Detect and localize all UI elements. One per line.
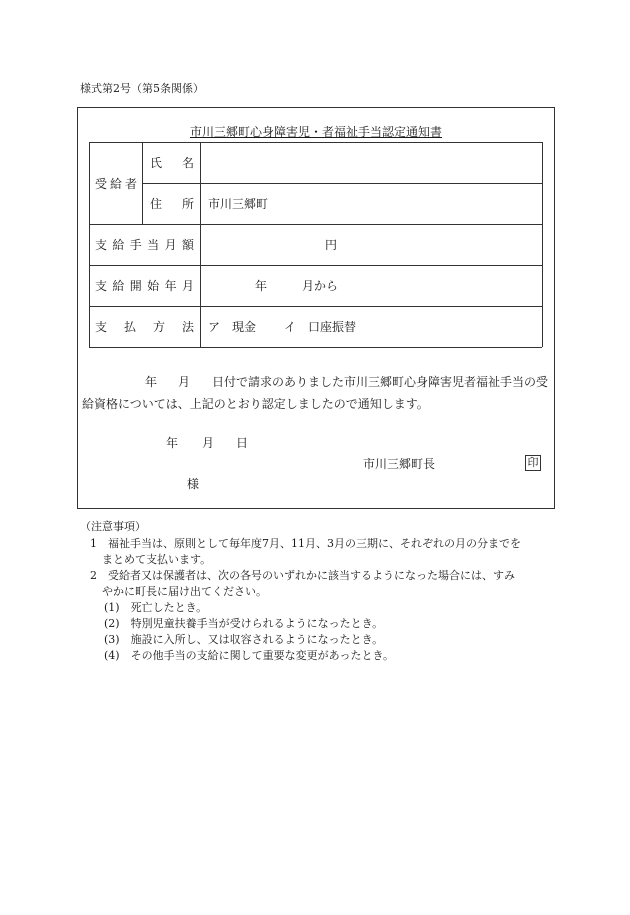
- method-cash: ア 現金: [208, 320, 257, 334]
- name-label: 氏 名: [150, 156, 194, 170]
- notice-sentence-line1: 日付で請求のありました市川三郷町心身障害児者福祉手当の受: [212, 375, 549, 389]
- amount-label: 支 給 手 当 月 額: [95, 238, 194, 252]
- start-label: 支 給 開 始 年 月: [95, 279, 194, 293]
- table-border-left: [89, 142, 90, 347]
- address-label: 住 所: [150, 197, 194, 211]
- note-item-2-line2: やかに町長に届け出てください。: [102, 585, 267, 598]
- table-line-label-divider: [200, 142, 201, 347]
- note-item-1-line1: 1 福祉手当は、原則として毎年度7月、11月、3月の三期に、それぞれの月の分までを: [90, 537, 521, 550]
- address-value: 市川三郷町: [208, 197, 269, 211]
- name-field[interactable]: [208, 156, 538, 170]
- note-sub-2: (2) 特別児童扶養手当が受けられるようになったとき。: [104, 617, 384, 630]
- amount-unit: 円: [325, 238, 338, 252]
- issue-date-year: 年: [166, 436, 179, 450]
- issue-date-month: 月: [202, 436, 215, 450]
- document-title: 市川三郷町心身障害児・者福祉手当認定通知書: [189, 125, 442, 139]
- request-date-month: 月: [178, 375, 191, 389]
- table-border-bottom: [89, 347, 542, 348]
- table-border-top: [89, 142, 542, 143]
- addressee-honorific: 様: [187, 477, 200, 491]
- request-date-year: 年: [145, 375, 158, 389]
- issue-date-day: 日: [236, 436, 249, 450]
- note-sub-4: (4) その他手当の支給に関して重要な変更があったとき。: [104, 649, 395, 662]
- table-line-amount-start: [89, 265, 542, 266]
- issuer-name: 市川三郷町長: [363, 457, 436, 471]
- table-line-name-address: [142, 183, 542, 184]
- table-line-recipient-divider: [142, 142, 143, 224]
- note-item-2-line1: 2 受給者又は保護者は、次の各号のいずれかに該当するようになった場合には、すみ: [90, 569, 515, 582]
- notes-heading: （注意事項）: [80, 520, 146, 533]
- note-sub-1: (1) 死亡したとき。: [104, 601, 208, 614]
- method-transfer: イ 口座振替: [284, 320, 357, 334]
- start-year: 年: [255, 279, 268, 293]
- table-border-right: [542, 142, 543, 347]
- method-label: 支 払 方 法: [95, 320, 194, 334]
- table-line-start-method: [89, 306, 542, 307]
- recipient-label: 受 給 者: [95, 177, 137, 191]
- seal-mark: 印: [525, 455, 541, 471]
- table-line-recipient-amount: [89, 224, 542, 225]
- notice-sentence-line2: 給資格については、上記のとおり認定しましたので通知します。: [82, 397, 429, 411]
- start-month: 月から: [302, 279, 339, 293]
- form-number-label: 様式第2号（第5条関係）: [80, 82, 204, 95]
- note-sub-3: (3) 施設に入所し、又は収容されるようになったとき。: [104, 633, 384, 646]
- note-item-1-line2: まとめて支払います。: [102, 553, 212, 566]
